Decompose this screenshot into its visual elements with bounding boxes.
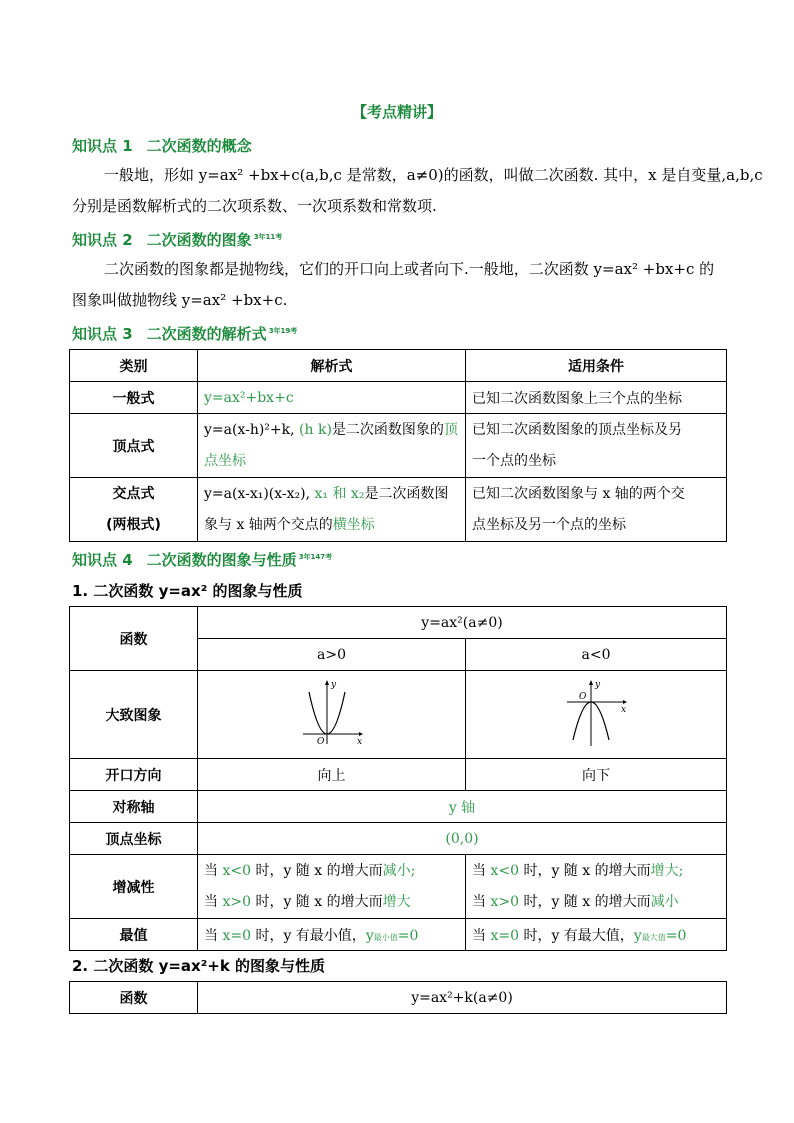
mono-result: 减小; bbox=[382, 862, 416, 879]
sec1-mono-positive bbox=[198, 855, 466, 919]
kp3-row2-formula-text: 是二次函数图象的 bbox=[331, 421, 444, 438]
sec1-mono-label: 增减性 bbox=[70, 855, 198, 919]
y-axis-label: y bbox=[330, 679, 336, 690]
kp3-row3-category-line1: 交点式 bbox=[112, 485, 155, 502]
graph-parabola-up bbox=[297, 678, 367, 748]
sec1-func-label: 函数 bbox=[70, 607, 198, 671]
sec1-func: y=ax²(a≠0) bbox=[198, 607, 727, 639]
mono-text: 时，y 随 x 的增大而 bbox=[519, 862, 651, 879]
mono-result: 减小 bbox=[650, 893, 679, 910]
kp3-name: 二次函数的解析式 bbox=[146, 325, 267, 343]
y-axis-arrow bbox=[325, 680, 329, 685]
kp1-line2: 分别是函数解析式的二次项系数、一次项系数和常数项. bbox=[72, 197, 437, 215]
kp1-heading bbox=[72, 135, 252, 156]
ext-sub: 最小值 bbox=[373, 932, 398, 942]
sec1-dir-up: 向上 bbox=[198, 759, 466, 791]
kp2-note: 3年11考 bbox=[253, 233, 283, 241]
ext-var: y bbox=[633, 927, 642, 944]
sec1-shape-label: 大致图象 bbox=[70, 671, 198, 759]
sec1-case-negative: a<0 bbox=[466, 639, 727, 671]
kp3-row2-formula bbox=[198, 414, 466, 478]
sec1-mono-negative bbox=[466, 855, 727, 919]
page-title: 【考点精讲】 bbox=[351, 103, 442, 121]
kp3-row3-condition-line1: 已知二次函数图象与 x 轴的两个交 bbox=[472, 485, 685, 502]
kp4-name: 二次函数的图象与性质 bbox=[146, 551, 297, 569]
mono-result: 增大 bbox=[382, 893, 411, 910]
sec1-case-positive: a>0 bbox=[198, 639, 466, 671]
sec1-vertex-value: (0,0) bbox=[198, 823, 727, 855]
sec1-graph-up-cell bbox=[198, 671, 466, 759]
mono-text: 时，y 随 x 的增大而 bbox=[251, 893, 383, 910]
kp3-row2-condition bbox=[466, 414, 727, 478]
kp3-row3-formula bbox=[198, 478, 466, 542]
kp3-row2-formula-hk: (h k) bbox=[299, 421, 332, 438]
sec1-dir-down: 向下 bbox=[466, 759, 727, 791]
mono-cond: x>0 bbox=[222, 893, 251, 910]
kp3-row2-condition-line1: 已知二次函数图象的顶点坐标及另 bbox=[472, 421, 682, 438]
kp2-line1: 二次函数的图象都是抛物线，它们的开口向上或者向下.一般地，二次函数 y=ax² +bx+c 的 bbox=[104, 260, 715, 278]
kp2-name: 二次函数的图象 bbox=[146, 231, 252, 249]
sec1-graph-down-cell bbox=[466, 671, 727, 759]
kp4-number: 知识点 4 bbox=[72, 551, 133, 569]
ext-text: 当 bbox=[472, 927, 491, 944]
kp3-heading bbox=[72, 323, 297, 344]
kp3-row1-category: 一般式 bbox=[70, 382, 198, 414]
mono-text: 当 bbox=[472, 893, 491, 910]
ext-val: =0 bbox=[665, 927, 687, 944]
kp3-row2-category: 顶点式 bbox=[70, 414, 198, 478]
kp3-row3-condition bbox=[466, 478, 727, 542]
kp3-row3-category-line2: (两根式) bbox=[106, 516, 161, 533]
x-axis-arrow bbox=[359, 732, 363, 736]
kp3-number: 知识点 3 bbox=[72, 325, 133, 343]
mono-cond: x<0 bbox=[222, 862, 251, 879]
kp3-header-condition: 适用条件 bbox=[466, 350, 727, 382]
sec2-func-label: 函数 bbox=[70, 982, 198, 1014]
kp2-line2: 图象叫做抛物线 y=ax² +bx+c. bbox=[72, 291, 288, 309]
kp1-name: 二次函数的概念 bbox=[146, 137, 252, 155]
kp3-row3-formula-roots: x₁ 和 x₂ bbox=[314, 485, 365, 502]
x-axis-label: x bbox=[356, 736, 362, 747]
section1-heading: 1. 二次函数 y=ax² 的图象与性质 bbox=[72, 582, 303, 600]
sec1-ext-min bbox=[198, 919, 466, 951]
kp3-header-category: 类别 bbox=[70, 350, 198, 382]
kp4-heading bbox=[72, 549, 332, 570]
mono-text: 当 bbox=[472, 862, 491, 879]
origin-label: O bbox=[579, 691, 587, 702]
kp4-note: 3年147考 bbox=[298, 553, 333, 561]
x-axis-arrow bbox=[623, 700, 627, 704]
kp3-table bbox=[69, 349, 727, 542]
kp3-row3-formula-text2: 象与 x 轴两个交点的 bbox=[204, 516, 333, 533]
ext-var: y bbox=[365, 927, 374, 944]
mono-cond: x>0 bbox=[490, 893, 519, 910]
mono-text: 时，y 随 x 的增大而 bbox=[519, 893, 651, 910]
mono-text: 时，y 随 x 的增大而 bbox=[251, 862, 383, 879]
ext-val: =0 bbox=[397, 927, 419, 944]
mono-result: 增大; bbox=[650, 862, 684, 879]
sec1-ext-max bbox=[466, 919, 727, 951]
mono-cond: x<0 bbox=[490, 862, 519, 879]
x-axis-label: x bbox=[621, 704, 627, 715]
kp1-number: 知识点 1 bbox=[72, 137, 133, 155]
kp3-row3-category bbox=[70, 478, 198, 542]
kp3-header-formula: 解析式 bbox=[198, 350, 466, 382]
kp3-row2-formula-term: 顶点坐标 bbox=[204, 421, 458, 469]
sec1-dir-label: 开口方向 bbox=[70, 759, 198, 791]
ext-text: 当 bbox=[204, 927, 223, 944]
kp3-row3-formula-term: 横坐标 bbox=[332, 516, 375, 533]
sec1-axis-label: 对称轴 bbox=[70, 791, 198, 823]
kp1-line1: 一般地，形如 y=ax² +bx+c(a,b,c 是常数，a≠0)的函数，叫做二次函数. 其中，x 是自变量,a,b,c bbox=[104, 166, 763, 184]
sec1-table bbox=[69, 606, 727, 951]
sec1-ext-label: 最值 bbox=[70, 919, 198, 951]
kp3-row1-condition: 已知二次函数图象上三个点的坐标 bbox=[466, 382, 727, 414]
sec2-func: y=ax²+k(a≠0) bbox=[198, 982, 727, 1014]
sec1-vertex-label: 顶点坐标 bbox=[70, 823, 198, 855]
kp3-row3-formula-text: 是二次函数图 bbox=[364, 485, 449, 502]
section2-heading: 2. 二次函数 y=ax²+k 的图象与性质 bbox=[72, 957, 326, 975]
kp2-heading bbox=[72, 229, 282, 250]
kp3-row1-formula: y=ax²+bx+c bbox=[198, 382, 466, 414]
kp2-number: 知识点 2 bbox=[72, 231, 133, 249]
sec1-axis-value: y 轴 bbox=[198, 791, 727, 823]
ext-cond: x=0 bbox=[222, 927, 251, 944]
kp3-row2-condition-line2: 一个点的坐标 bbox=[472, 452, 556, 469]
kp3-row2-formula-expr: y=a(x-h)²+k, bbox=[204, 421, 300, 438]
ext-text: 时，y 有最小值， bbox=[251, 927, 366, 944]
kp3-row3-condition-line2: 点坐标及另一个点的坐标 bbox=[472, 516, 626, 533]
kp3-row3-formula-expr: y=a(x-x₁)(x-x₂), bbox=[204, 485, 315, 502]
ext-sub: 最大值 bbox=[641, 932, 666, 942]
kp3-note: 3年19考 bbox=[268, 327, 298, 335]
sec2-table bbox=[69, 981, 727, 1014]
ext-text: 时，y 有最大值， bbox=[519, 927, 634, 944]
graph-parabola-down bbox=[561, 678, 631, 748]
y-axis-label: y bbox=[595, 679, 601, 690]
ext-cond: x=0 bbox=[490, 927, 519, 944]
mono-text: 当 bbox=[204, 862, 223, 879]
y-axis-arrow bbox=[589, 680, 593, 685]
mono-text: 当 bbox=[204, 893, 223, 910]
origin-label: O bbox=[316, 736, 324, 747]
